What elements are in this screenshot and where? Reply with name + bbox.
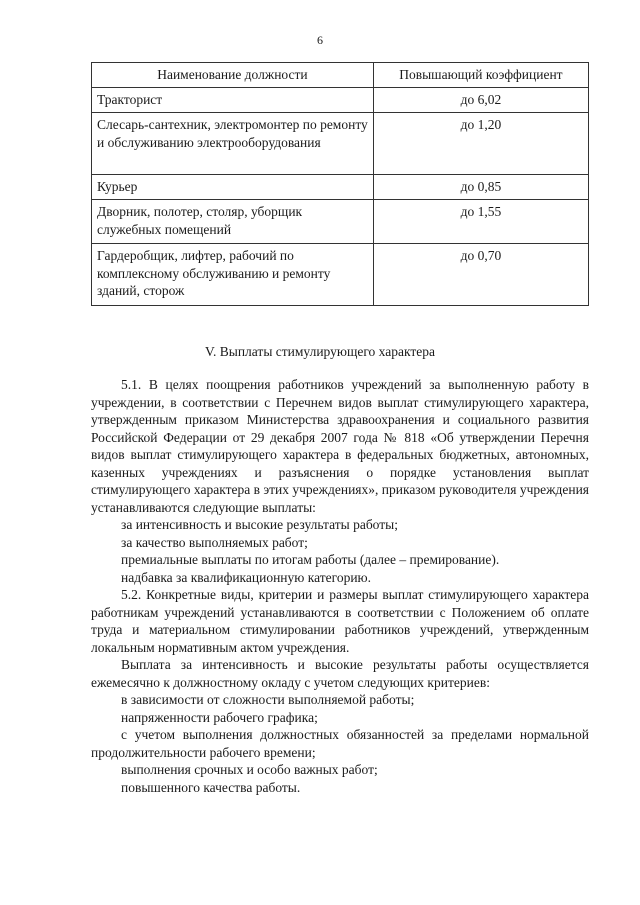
- list-item: надбавка за квалификационную категорию.: [121, 569, 372, 585]
- position-coefficient: до 1,20: [373, 113, 588, 175]
- header-coefficient: Повышающий коэффициент: [373, 63, 588, 88]
- document-body: [91, 376, 589, 796]
- table-row: [92, 175, 589, 200]
- list-item: повышенного качества работы.: [121, 779, 301, 795]
- table-header-row: [92, 63, 589, 88]
- list-item: за качество выполняемых работ;: [121, 534, 308, 550]
- list-item: премиальные выплаты по итогам работы (далее – премирование).: [121, 552, 500, 567]
- table-row: [92, 244, 589, 306]
- section-title: V. Выплаты стимулирующего характера: [204, 344, 435, 359]
- paragraph-5-2: 5.2. Конкретные виды, критерии и размеры выплат стимулирующего характера работникам учреждений устанавливаются в соответствии с Положением об оплате труда и материальном стимулировании работников учреждений, утвержденным локальным нормативным актом учреждения.: [91, 587, 589, 655]
- list-item: за интенсивность и высокие результаты работы;: [121, 517, 398, 532]
- position-coefficient: до 0,70: [373, 244, 588, 306]
- position-name: Курьер: [92, 175, 374, 200]
- position-coefficient: до 0,85: [373, 175, 588, 200]
- position-name: Гардеробщик, лифтер, рабочий по комплексному обслуживанию и ремонту зданий, сторож: [92, 244, 374, 306]
- page-number: 6: [317, 33, 323, 47]
- table-row: [92, 113, 589, 175]
- paragraph-5-1: 5.1. В целях поощрения работников учреждений за выполненную работу в учреждении, в соответствии с Перечнем видов выплат стимулирующего характера, утвержденным приказом Министерства здравоохранения и социального развития Российской Федерации от 29 декабря 2007 года № 818 «Об утверждении Перечня видов выплат стимулирующего характера в федеральных бюджетных, автономных, казенных учреждениях и разъяснения о порядке установления выплат стимулирующего характера в этих учреждениях», приказом руководителя учреждения устанавливаются следующие выплаты:: [91, 377, 589, 515]
- position-coefficient: до 1,55: [373, 200, 588, 244]
- position-name: Дворник, полотер, столяр, уборщик служебных помещений: [92, 200, 374, 244]
- position-name: Слесарь-сантехник, электромонтер по ремонту и обслуживанию электрооборудования: [92, 113, 374, 175]
- list-item: выполнения срочных и особо важных работ;: [121, 762, 378, 777]
- list-item: напряженности рабочего графика;: [121, 709, 318, 725]
- position-coefficient-table: [91, 62, 589, 306]
- table-row: [92, 88, 589, 113]
- paragraph-overtime-criterion: с учетом выполнения должностных обязанностей за пределами нормальной продолжительности рабочего времени;: [91, 727, 589, 760]
- table-row: [92, 200, 589, 244]
- position-coefficient: до 6,02: [373, 88, 588, 113]
- paragraph-criteria-intro: Выплата за интенсивность и высокие результаты работы осуществляется ежемесячно к должностному окладу с учетом следующих критериев:: [91, 657, 589, 690]
- position-name: Тракторист: [92, 88, 374, 113]
- list-item: в зависимости от сложности выполняемой работы;: [121, 692, 415, 707]
- header-position-name: Наименование должности: [92, 63, 374, 88]
